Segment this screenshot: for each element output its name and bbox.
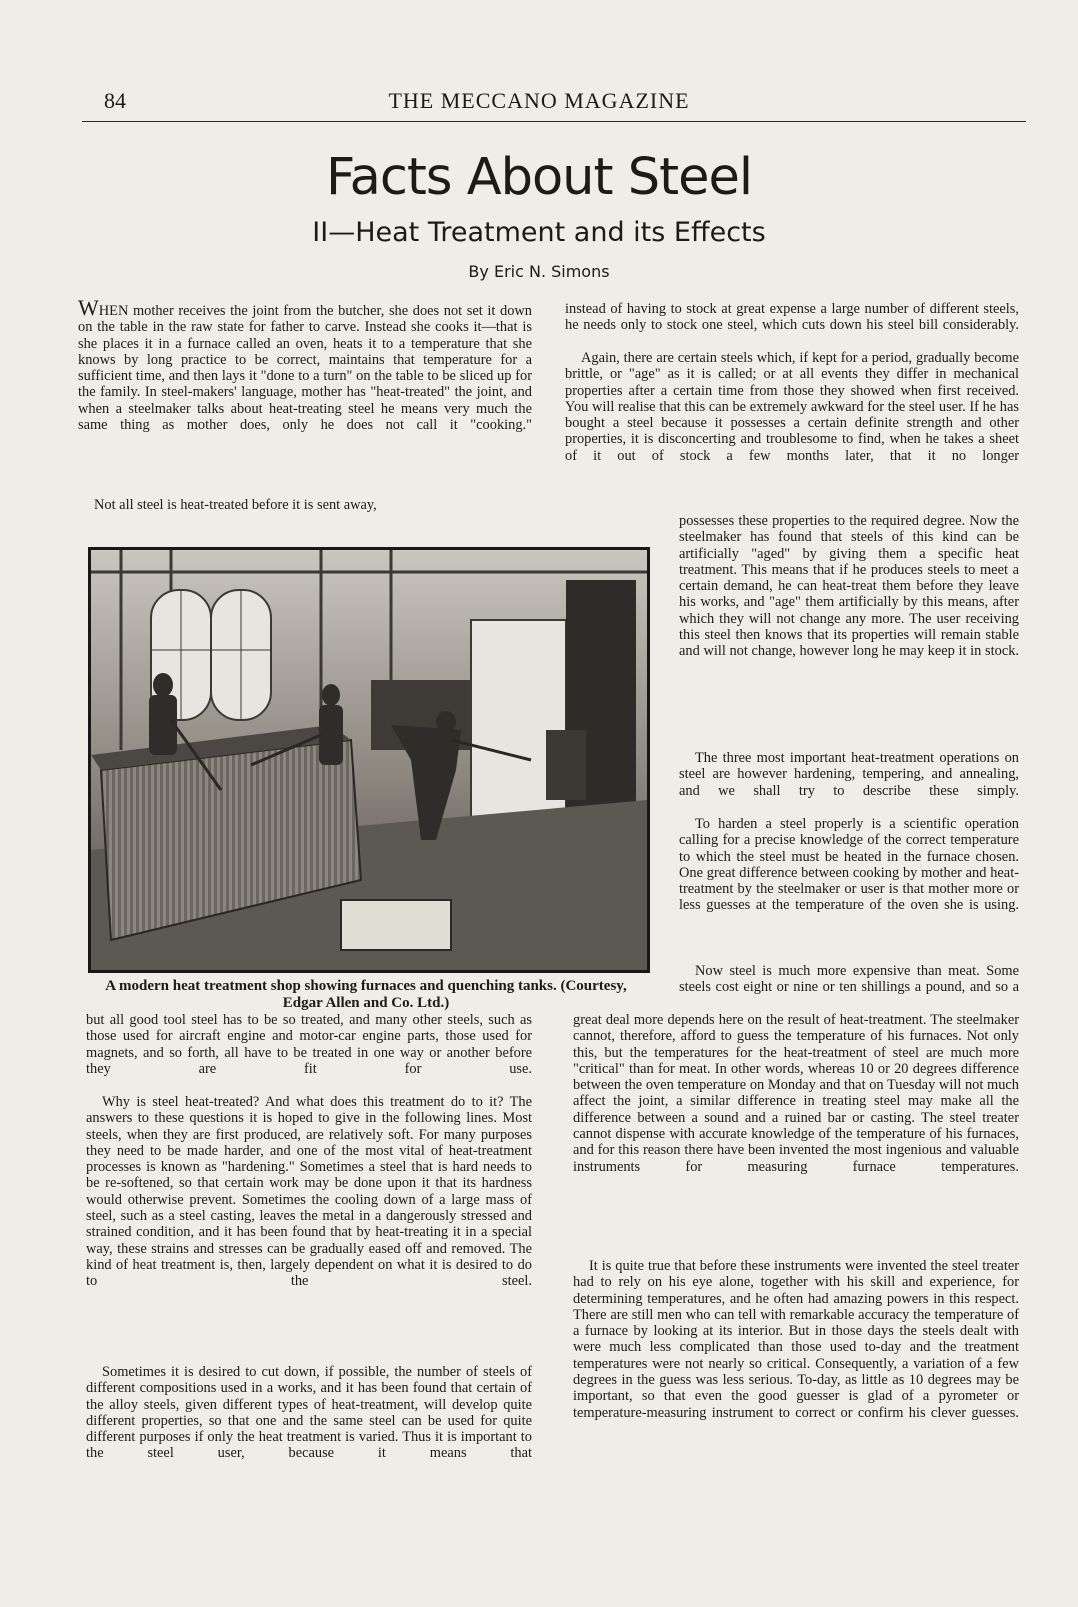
- heat-treatment-shop-photo: [88, 547, 650, 973]
- page-number: 84: [104, 88, 126, 113]
- right-paragraph-2-narrow: possesses these properties to the required degree. Now the steelmaker has found that steels of this kind can be artificially "aged" by giving them a specific heat treatment. This means that if he produces steels to meet a certain demand, he can heat-treat them before they leave his works, and "age" them artificially by this means, after which they will not change any more. The user receiving this steel then knows that its properties will remain stable and will not change, however long he may keep it in stock.: [679, 513, 1019, 660]
- right-paragraph-3: The three most important heat-treatment operations on steel are however hardening, tempering, and annealing, and we shall try to describe these simply.: [679, 750, 1019, 799]
- magazine-title: THE MECCANO MAGAZINE: [388, 88, 690, 113]
- right-paragraph-5-narrow: Now steel is much more expensive than meat. Some steels cost eight or nine or ten shillings a pound, and so a: [679, 963, 1019, 996]
- photo-caption: A modern heat treatment shop showing furnaces and quenching tanks. (Courtesy, Edgar Allen and Co. Ltd.): [105, 978, 627, 1011]
- right-paragraph-4: To harden a steel properly is a scientific operation calling for a precise knowledge of the correct temperature to which the steel must be heated in the furnace chosen. One great difference between cooking by mother and heat-treatment by the steelmaker or user is that mother more or less guesses at the temperature of the oven she is using.: [679, 816, 1019, 914]
- running-head: [0, 88, 1078, 116]
- right-paragraph-1: instead of having to stock at great expense a large number of different steels, he needs only to stock one steel, which cuts down his steel bill considerably.: [565, 301, 1019, 334]
- article-title: Facts About Steel: [325, 148, 752, 207]
- right-paragraph-6: It is quite true that before these instruments were invented the steel treater had to rely on his eye alone, together with his skill and experience, for determining temperatures, and he often had amazing powers in this respect. There are still men who can tell with remarkable accuracy the temperature of a furnace by looking at its interior. But in those days the steels dealt with were much less complicated than those used to-day and the treatment temperatures were not nearly so critical. Consequently, a variation of a few degrees in the guess was less serious. To-day, as little as 10 degrees may be important, so that even the good guesser is glad of a pyrometer or temperature-measuring instrument to correct or confirm his clever guesses.: [573, 1258, 1019, 1421]
- drop-cap: W: [78, 295, 99, 320]
- right-paragraph-2-top: Again, there are certain steels which, if kept for a period, gradually become brittle, or "age" as it is called; or at all events they differ in mechanical properties after a certain time from those they showed when first received. You will realise that this can be extremely awkward for the steel user. If he has bought a steel because it possesses a certain definite strength and other properties, it is disconcerting and troublesome to find, when he takes a sheet of it out of stock a few months later, that it no longer: [565, 350, 1019, 464]
- header-rule: [82, 121, 1026, 122]
- left-paragraph-2-continued: but all good tool steel has to be so treated, and many other steels, such as those used for aircraft engine and motor-car engine parts, those used for magnets, and so forth, all have to be treated in one way or another before they are fit for use.: [86, 1012, 532, 1077]
- article-subtitle: II—Heat Treatment and its Effects: [312, 217, 766, 248]
- byline: By Eric N. Simons: [468, 262, 610, 281]
- right-paragraph-5-continued: great deal more depends here on the result of heat-treatment. The steelmaker cannot, therefore, afford to guess the temperature of his furnaces. Not only this, but the temperatures for the heat-treatment of steel are much more "critical" than for meat. In other words, whereas 10 or 20 degrees difference between the oven temperature on Monday and that on Tuesday will not much affect the joint, a similar difference in treating steel may make all the difference between a sound and a ruined bar or casting. The steel treater cannot dispense with accurate knowledge of the temperature of his furnaces, and for this reason there have been invented the most ingenious and valuable instruments for measuring furnace temperatures.: [573, 1012, 1019, 1175]
- photo-illustration: [91, 550, 647, 970]
- left-paragraph-4: Sometimes it is desired to cut down, if possible, the number of steels of different compositions used in a works, and it has been found that certain of the alloy steels, given different types of heat-treatment, will develop quite different properties, so that one and the same steel can be used for quite different purposes if only the heat treatment is varied. Thus it is important to the steel user, because it means that: [86, 1364, 532, 1462]
- left-paragraph-3: Why is steel heat-treated? And what does this treatment do to it? The answers to these questions it is hoped to give in the following lines. Most steels, when they are first produced, are relatively soft. For many purposes they need to be made harder, and one of the most vital of heat-treatment processes is known as "hardening." Sometimes a steel that is hard needs to be re-softened, so that certain work may be done upon it that its hardness would otherwise prevent. Sometimes the cooling down of a large mass of steel, such as a steel casting, leaves the metal in a dangerously stressed and strained condition, and it has been found that by heat-treating it in a special way, these strains and stresses can be gradually eased off and removed. The kind of heat treatment is, then, largely dependent on what it is desired to do to the steel.: [86, 1094, 532, 1290]
- left-paragraph-1: WHEN mother receives the joint from the butcher, she does not set it down on the table in the raw state for father to carve. Instead she cooks it—that is she places it in a furnace called an oven, heats it to a temperature that she knows by long practice to be correct, maintains that temperature for a sufficient time, and then lays it "done to a turn" on the table to be sliced up for the family. In steel-makers' language, mother has "heat-treated" the joint, and when a steelmaker talks about heat-treating steel he means very much the same thing as mother does, only he does not call it "cooking.": [78, 295, 532, 434]
- left-paragraph-2-start: Not all steel is heat-treated before it is sent away,: [94, 497, 377, 513]
